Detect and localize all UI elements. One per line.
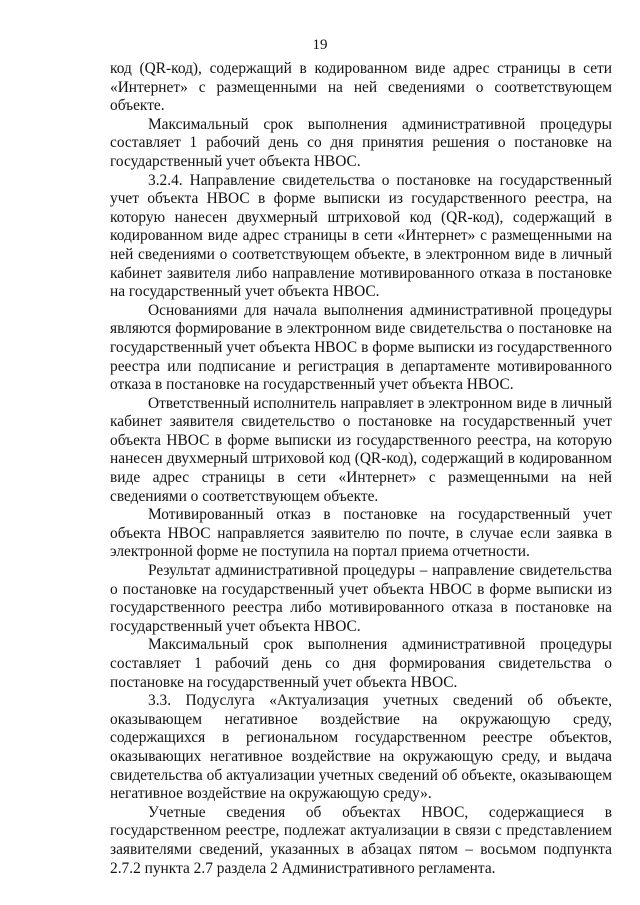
paragraph-responsible-executor: Ответственный исполнитель направляет в электронном виде в личный кабинет заявителя свидетельство о постановке на государственный учет объекта НВОС в форме выписки из государственного реестра, на которую нанесен двухмерный штриховой код (QR-код), содержащий в кодированном виде адрес страницы в сети «Интернет» с размещенными на ней сведениями о соответствующем объекте. [110,394,612,505]
document-body [110,60,612,878]
page-number: 19 [312,37,328,53]
paragraph-result: Результат административной процедуры – направление свидетельства о постановке на государственный учет объекта НВОС в форме выписки из государственного реестра либо мотивированного отказа в постановке на государственный учет объекта НВОС. [110,562,612,635]
paragraph-grounds: Основаниями для начала выполнения административной процедуры являются формирование в электронном виде свидетельства о постановке на государственный учет объекта НВОС в форме выписки из государственного реестра или подписание и регистрация в департаменте мотивированного отказа в постановке на государственный учет объекта НВОС. [110,301,612,394]
paragraph-registry-update: Учетные сведения об объектах НВОС, содержащиеся в государственном реестре, подлежат актуализации в связи с представлением заявителями сведений, указанных в абзацах пятом – восьмом подпункта 2.7.2 пункта 2.7 раздела 2 Административного регламента. [110,803,612,877]
paragraph-3-3: 3.3. Подуслуга «Актуализация учетных сведений об объекте, оказывающем негативное воздействие на окружающую среду, содержащихся в региональном государственном реестре объектов, оказывающих негативное воздействие на окружающую среду, и выдача свидетельства об актуализации учетных сведений об объекте, оказывающем негативное воздействие на окружающую среду». [110,692,612,803]
paragraph-3-2-4: 3.2.4. Направление свидетельства о постановке на государственный учет объекта НВОС в форме выписки из государственного реестра, на которую нанесен двухмерный штриховой код (QR-код), содержащий в кодированном виде адрес страницы в сети «Интернет» с размещенными на ней сведениями о соответствующем объекте, в электронном виде в личный кабинет заявителя либо направление мотивированного отказа в постановке на государственный учет объекта НВОС. [110,171,612,301]
paragraph-max-term-registration: Максимальный срок выполнения административной процедуры составляет 1 рабочий день со дня принятия решения о постановке на государственный учет объекта НВОС. [110,115,612,170]
paragraph-max-term-sending: Максимальный срок выполнения административной процедуры составляет 1 рабочий день со дня формирования свидетельства о постановке на государственный учет объекта НВОС. [110,636,612,691]
paragraph-continuation: код (QR-код), содержащий в кодированном виде адрес страницы в сети «Интернет» с размещенными на ней сведениями о соответствующем объекте. [110,60,612,115]
paragraph-motivated-refusal: Мотивированный отказ в постановке на государственный учет объекта НВОС направляется заявителю по почте, в случае если заявка в электронной форме не поступила на портал приема отчетности. [110,506,612,561]
